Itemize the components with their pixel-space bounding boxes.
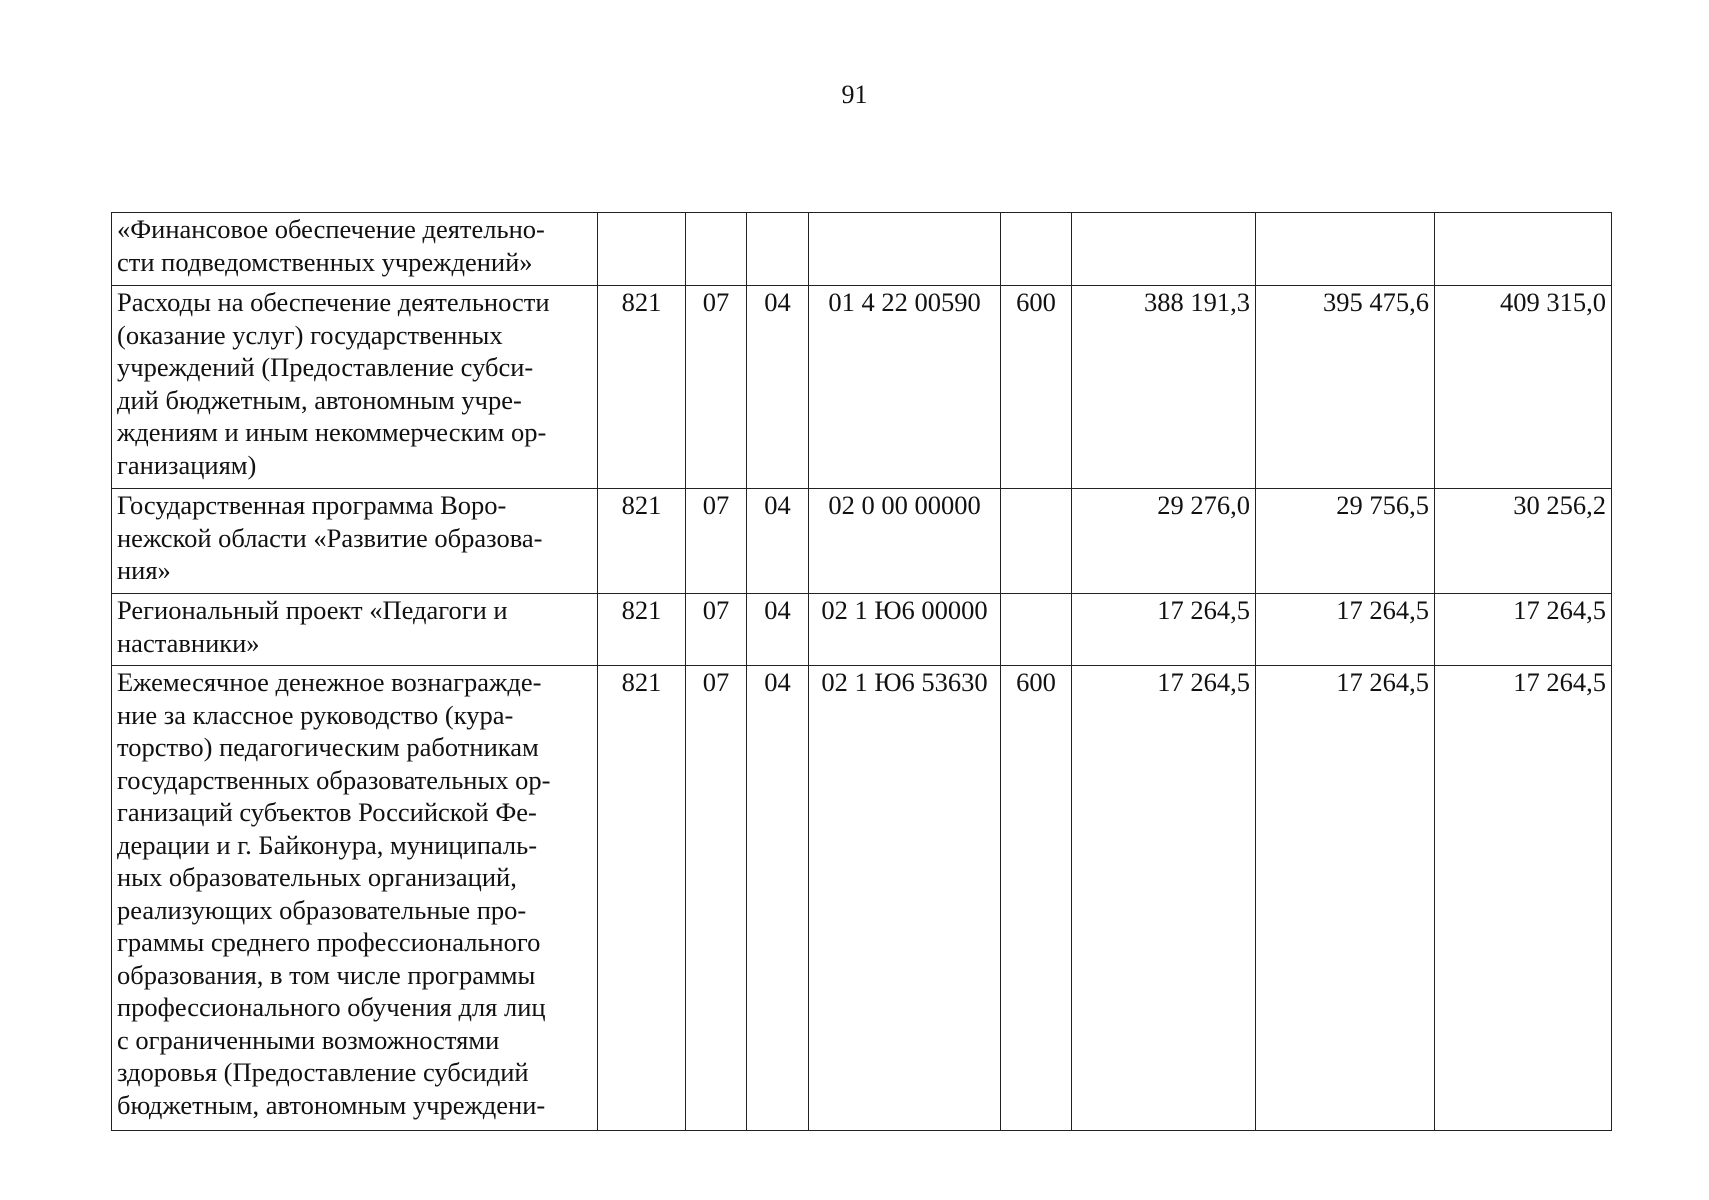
cell-section: 07 [686,286,747,489]
cell-amount-year1: 17 264,5 [1072,594,1256,666]
cell-target-article: 02 1 Ю6 00000 [809,594,1001,666]
cell-expense-type [1001,489,1072,594]
table-body [112,213,1612,1131]
name-line: наставники» [117,627,260,658]
name-line: Ежемесячное денежное вознагражде- [117,667,542,697]
table-row [112,213,1612,286]
cell-subsection: 04 [747,594,809,666]
cell-subsection: 04 [747,489,809,594]
cell-grbs: 821 [598,594,686,666]
cell-subsection: 04 [747,666,809,1131]
name-line: учреждений (Предоставление субси- [117,352,534,382]
name-line: ждениям и иным некоммерческим ор- [117,417,547,447]
name-line: дий бюджетным, автономным учре- [117,384,522,415]
name-line: торство) педагогическим работникам [117,732,539,762]
cell-section [686,213,747,286]
cell-grbs: 821 [598,489,686,594]
name-line: ние за классное руководство (кура- [117,699,514,730]
cell-expense-type [1001,213,1072,286]
name-line: образования, в том числе программы [117,959,536,990]
name-line: (оказание услуг) государственных [117,319,503,350]
name-line: ния» [117,555,171,585]
cell-subsection [747,213,809,286]
name-line: сти подведомственных учреждений» [117,246,533,277]
cell-amount-year1: 388 191,3 [1072,286,1256,489]
cell-amount-year2: 17 264,5 [1256,666,1435,1131]
name-line: реализующих образовательные про- [117,894,527,925]
cell-amount-year3: 409 315,0 [1435,286,1612,489]
cell-grbs: 821 [598,666,686,1131]
cell-amount-year2: 395 475,6 [1256,286,1435,489]
page-number: 91 [841,80,868,109]
cell-amount-year3 [1435,213,1612,286]
table-row [112,489,1612,594]
cell-expense-type [1001,594,1072,666]
cell-name [112,594,598,666]
cell-amount-year2: 17 264,5 [1256,594,1435,666]
name-line: ных образовательных организаций, [117,862,517,892]
cell-amount-year3: 17 264,5 [1435,666,1612,1131]
cell-name [112,213,598,286]
cell-target-article: 01 4 22 00590 [809,286,1001,489]
cell-target-article: 02 1 Ю6 53630 [809,666,1001,1131]
cell-amount-year2 [1256,213,1435,286]
name-line: Государственная программа Воро- [117,490,507,520]
cell-grbs: 821 [598,286,686,489]
table-row [112,666,1612,1131]
name-line: граммы среднего профессионального [117,927,541,957]
name-line: нежской области «Развитие образова- [117,522,543,553]
name-line: дерации и г. Байконура, муниципаль- [117,829,538,860]
cell-target-article [809,213,1001,286]
name-line: «Финансовое обеспечение деятельно- [117,214,545,244]
cell-expense-type: 600 [1001,666,1072,1131]
name-line: здоровья (Предоставление субсидий [117,1057,529,1087]
cell-subsection: 04 [747,286,809,489]
cell-name [112,286,598,489]
name-line: ганизациям) [117,449,257,480]
table-row [112,286,1612,489]
cell-amount-year1 [1072,213,1256,286]
name-line: Региональный проект «Педагоги и [117,595,508,625]
cell-expense-type: 600 [1001,286,1072,489]
name-line: ганизаций субъектов Российской Фе- [117,797,537,827]
cell-amount-year3: 30 256,2 [1435,489,1612,594]
cell-grbs [598,213,686,286]
cell-name [112,666,598,1131]
cell-section: 07 [686,666,747,1131]
name-line: профессионального обучения для лиц [117,992,546,1022]
cell-section: 07 [686,594,747,666]
name-line: бюджетным, автономным учреждени- [117,1089,546,1120]
cell-name [112,489,598,594]
name-line: с ограниченными возможностями [117,1024,500,1055]
cell-target-article: 02 0 00 00000 [809,489,1001,594]
table-row [112,594,1612,666]
cell-amount-year1: 17 264,5 [1072,666,1256,1131]
name-line: государственных образовательных ор- [117,764,551,795]
cell-section: 07 [686,489,747,594]
cell-amount-year2: 29 756,5 [1256,489,1435,594]
name-line: Расходы на обеспечение деятельности [117,287,550,317]
cell-amount-year3: 17 264,5 [1435,594,1612,666]
budget-table [111,212,1612,1131]
cell-amount-year1: 29 276,0 [1072,489,1256,594]
